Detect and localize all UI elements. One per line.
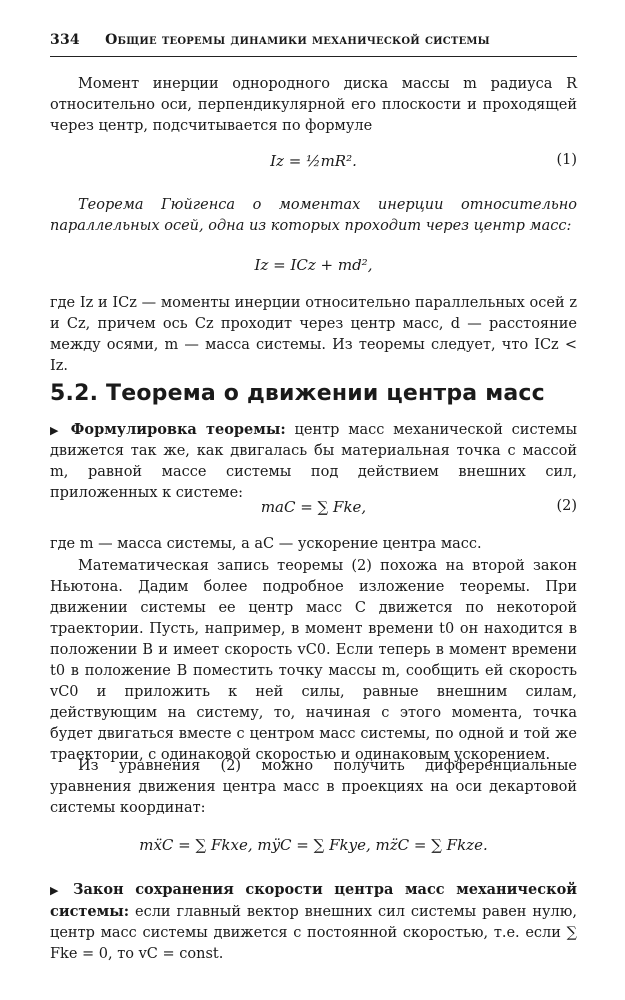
conservation-text: если главный вектор внешних сил системы равен нулю, центр масс системы движется с постоянной скоростью, т.е. если ∑ Fke = 0, то vC = const. — [50, 904, 577, 962]
formula-2 — [50, 498, 577, 522]
running-header — [50, 32, 577, 48]
formula-2-text: maC = ∑ Fke, — [260, 498, 367, 516]
formulation-label: Формулировка теоремы: — [70, 421, 286, 438]
paragraph-projections: Из уравнения (2) можно получить дифференциальные уравнения движения центра масс в проекциях на оси декартовой системы координат: — [50, 758, 577, 816]
formula-1 — [50, 152, 577, 176]
formula-2-number: (2) — [556, 498, 577, 514]
formula-1-text: Iz = ½mR². — [270, 152, 357, 170]
section-heading: 5.2. Теорема о движении центра масс — [50, 381, 545, 406]
running-title: Общие теоремы динамики механической системы — [105, 32, 490, 48]
triangle-bullet-icon: ▶ — [50, 884, 65, 897]
conservation-law — [50, 879, 577, 965]
conservation-label: Закон сохранения скорости центра масс механической системы: — [50, 881, 577, 920]
theorem-formulation — [50, 419, 577, 504]
page-number: 334 — [50, 32, 80, 48]
formulation-text: центр масс механической системы движется так же, как двигалась бы материальная точка с массой m, равной массе системы под действием внешних сил, приложенных к системе: — [50, 422, 578, 501]
paragraph-notation-acceleration: где m — масса системы, а aC — ускорение центра масс. — [50, 536, 482, 552]
paragraph-huygens-notation: где Iz и ICz — моменты инерции относительно параллельных осей z и Cz, причем ось Cz проходит через центр масс, d — расстояние между осями, m — масса системы. Из теоремы следует, что ICz < Iz. — [50, 295, 577, 374]
paragraph-explanation: Математическая запись теоремы (2) похожа на второй закон Ньютона. Дадим более подробное изложение теоремы. При движении системы ее центр масс C движется по некоторой траектории. Пусть, например, в момент времени t0 он находится в положении B и имеет скорость vC0. Если теперь в момент времени t0 в положение B поместить точку массы m, сообщить ей скорость vC0 и приложить к ней силы, равные внешним силам, действующим на систему, то, начиная с этого момента, точка будет двигаться вместе с центром масс системы, по одной и той же траектории, с одинаковой скоростью и одинаковым ускорением. — [50, 558, 577, 763]
formula-3: mẍC = ∑ Fkxe, mÿC = ∑ Fkye, mz̈C = ∑ Fkze. — [139, 836, 488, 854]
huygens-theorem: Теорема Гюйгенса о моментах инерции относительно параллельных осей, одна из которых проходит через центр масс: — [50, 197, 577, 234]
formula-1-number: (1) — [556, 152, 577, 168]
paragraph-disk-inertia: Момент инерции однородного диска массы m радиуса R относительно оси, перпендикулярной его плоскости и проходящей через центр, подсчитывается по формуле — [50, 76, 577, 134]
triangle-bullet-icon: ▶ — [50, 424, 63, 437]
header-rule — [50, 56, 577, 57]
formula-huygens: Iz = ICz + md², — [254, 256, 373, 274]
